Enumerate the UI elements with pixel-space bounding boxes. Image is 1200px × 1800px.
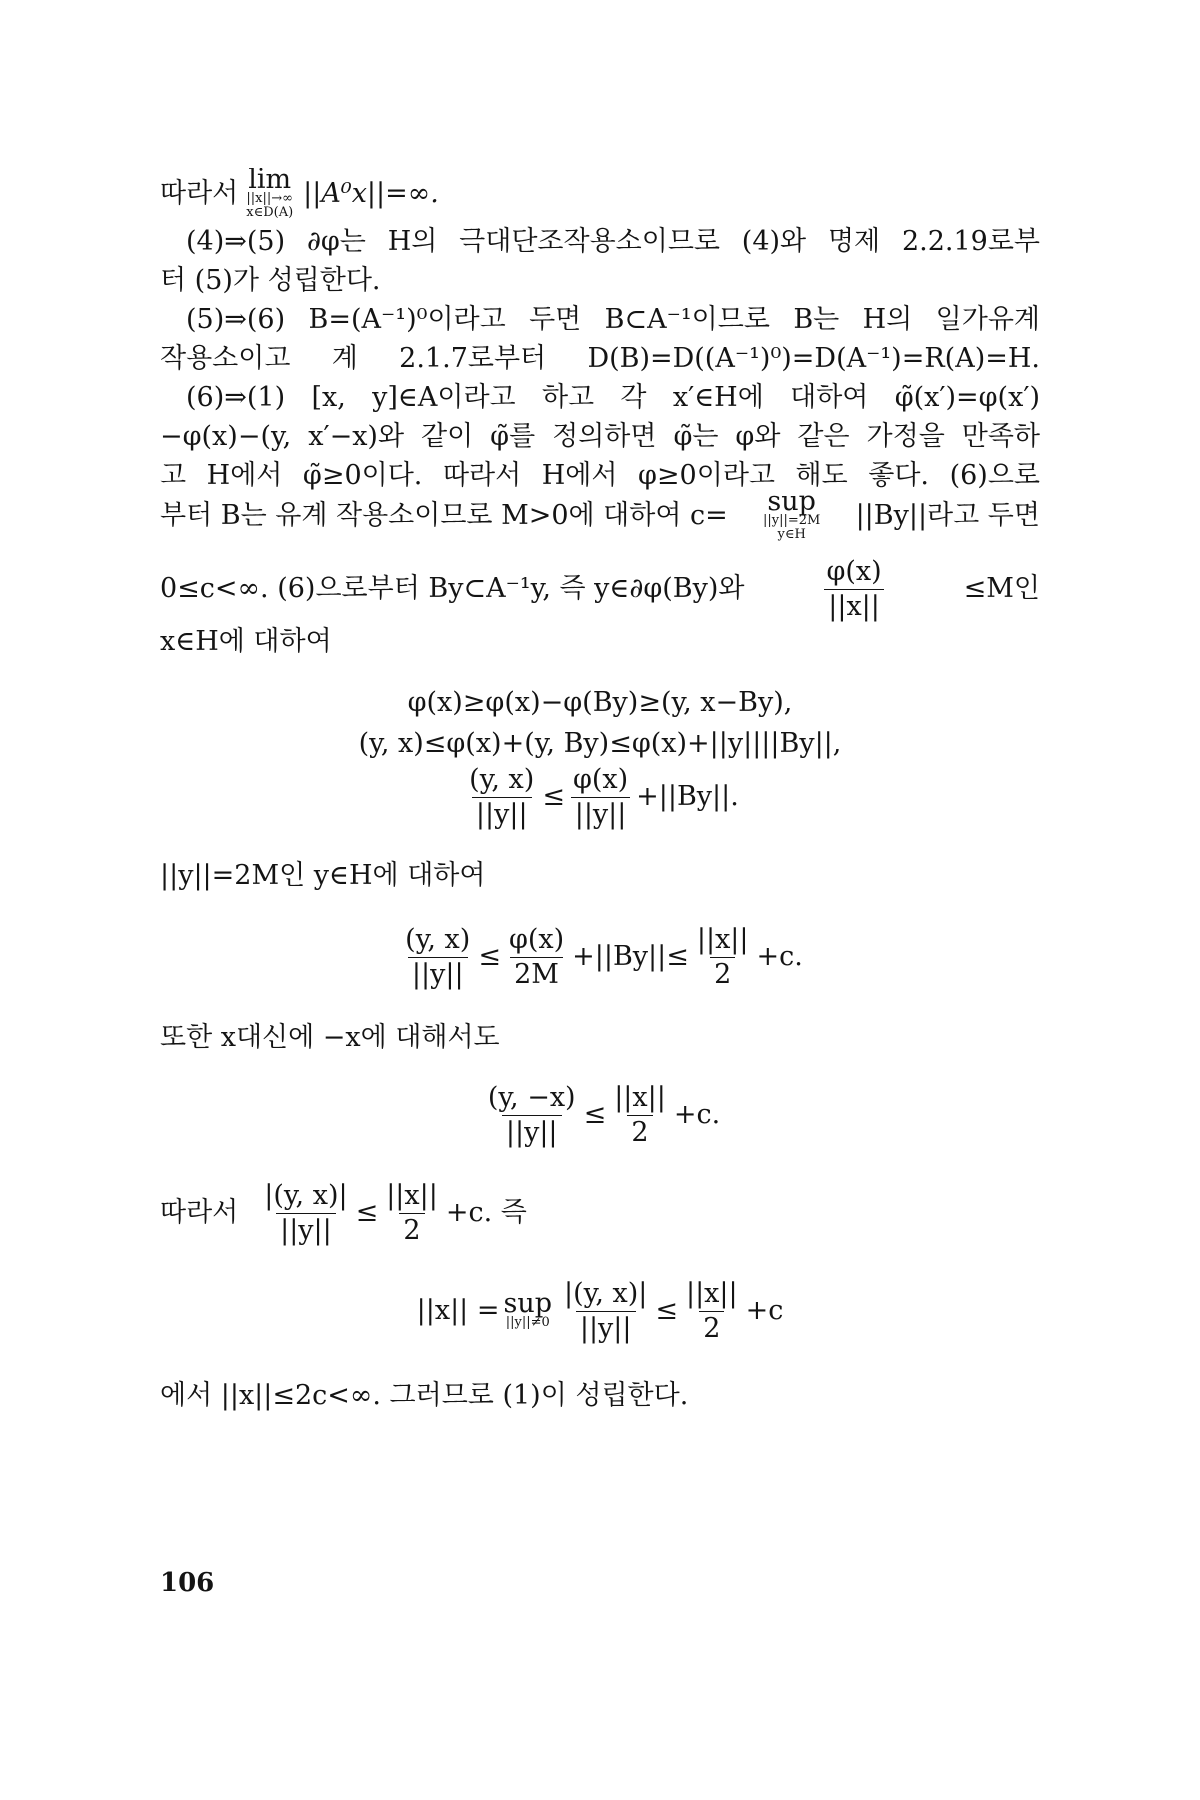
- page-number: 106: [160, 1568, 215, 1598]
- text-line-4: (5)⇒(6) B=(A⁻¹)⁰이라고 두면 B⊂A⁻¹이므로 B는 H의 일가유계: [186, 304, 1040, 335]
- eq1-frac2-numerator: φ(x): [572, 763, 629, 795]
- eq4-fraction-1: [560, 1279, 651, 1344]
- text-line-10b: ≤M인: [963, 573, 1040, 604]
- eq1-fraction-1: [465, 765, 538, 830]
- eq3-relation: ≤: [583, 1099, 607, 1130]
- text-line-3: 터 (5)가 성립한다.: [160, 265, 381, 296]
- paragraph-5: 에서 ||x||≤2c<∞. 그러므로 (1)이 성립한다.: [160, 1380, 689, 1411]
- eq4-frac1-denominator: ||y||: [576, 1311, 636, 1344]
- eq4-sup-subscript: ||y||≠0: [505, 1315, 550, 1330]
- lim-operator: [246, 168, 293, 220]
- text-line-2: (4)⇒(5) ∂φ는 H의 극대단조작용소이므로 (4)와 명제 2.2.19로부: [186, 226, 1040, 257]
- lim-subscript-1: ||x||→∞: [246, 191, 293, 206]
- eq3-fraction-2: [610, 1083, 670, 1148]
- eq4-frac1-numerator: |(y, x)|: [564, 1277, 648, 1309]
- p4-prefix: 따라서: [160, 1197, 239, 1228]
- eq3-frac2-denominator: 2: [627, 1115, 652, 1148]
- eq1-tail: +||By||.: [636, 781, 739, 812]
- eq2-tail: +c.: [756, 941, 803, 972]
- eq2-middle: +||By||≤: [572, 941, 689, 972]
- sup-line: [160, 490, 1040, 542]
- text-line-8: 고 H에서 φ̃≥0이다. 따라서 H에서 φ≥0이라고 해도 좋다. (6)으로: [160, 460, 1040, 491]
- eq1-frac1-numerator: (y, x): [469, 763, 535, 795]
- eq2-fraction-2: [505, 925, 568, 990]
- sup-subscript-1: ||y||=2M: [763, 513, 821, 528]
- eq1-frac2-denominator: ||y||: [571, 797, 631, 830]
- eq3-frac2-numerator: ||x||: [614, 1081, 666, 1113]
- limit-line: [160, 168, 1040, 220]
- paragraph-3: 또한 x대신에 −x에 대해서도: [160, 1022, 500, 1053]
- sup-word: sup: [767, 490, 816, 517]
- text-line-6: (6)⇒(1) [x, y]∈A이라고 하고 각 x′∈H에 대하여 φ̃(x′)=φ(x′): [186, 382, 1040, 413]
- fraction-denominator: ||x||: [824, 589, 884, 622]
- eq4-fraction-2: [682, 1279, 742, 1344]
- eq4-lhs: ||x|| =: [416, 1295, 500, 1326]
- equation-3: [160, 1082, 1040, 1148]
- p4-frac1-numerator: |(y, x)|: [264, 1180, 348, 1211]
- fraction-phi-over-norm: [822, 557, 885, 622]
- text-line-5: 작용소이고 계 2.1.7로부터 D(B)=D((A⁻¹)⁰)=D(A⁻¹)=R(A)=H.: [160, 343, 1040, 374]
- equation-2: [160, 924, 1040, 990]
- eq3-fraction-1: [484, 1083, 580, 1148]
- equation-4: [160, 1276, 1040, 1346]
- eq2-frac3-numerator: ||x||: [696, 923, 749, 955]
- eq3-frac1-numerator: (y, −x): [487, 1081, 576, 1113]
- text-line-7: −φ(x)−(y, x′−x)와 같이 φ̃를 정의하면 φ̃는 φ와 같은 가정을 만족하: [160, 421, 1040, 452]
- lim-word: lim: [248, 168, 292, 195]
- eq1-relation: ≤: [542, 781, 565, 812]
- eq4-sup-word: sup: [503, 1288, 553, 1319]
- eq2-fraction-1: [401, 925, 474, 990]
- eq2-relation: ≤: [478, 941, 501, 972]
- text-line-10a: 0≤c<∞. (6)으로부터 By⊂A⁻¹y, 즉 y∈∂φ(By)와: [160, 573, 745, 604]
- eq2-frac1-denominator: ||y||: [408, 957, 468, 990]
- p4-fraction-2: [382, 1181, 442, 1246]
- eq4-frac2-numerator: ||x||: [685, 1277, 738, 1309]
- p4-relation: ≤: [355, 1197, 379, 1228]
- p4-tail: +c. 즉: [445, 1197, 527, 1228]
- sup-operator: [763, 490, 820, 542]
- eq2-fraction-3: [693, 925, 753, 990]
- p4-fraction-1: [260, 1181, 351, 1246]
- eq3-tail: +c.: [673, 1099, 721, 1130]
- lim-expression: ||A⁰x||=∞.: [303, 178, 439, 209]
- eq4-relation: ≤: [655, 1295, 678, 1326]
- eq2-frac3-denominator: 2: [710, 957, 735, 990]
- sup-subscript-2: y∈H: [777, 527, 806, 542]
- eq2-frac1-numerator: (y, x): [405, 923, 471, 955]
- text-prefix: 따라서: [160, 178, 239, 209]
- text-line-11: x∈H에 대하여: [160, 626, 332, 657]
- eq1-fraction-2: [569, 765, 632, 830]
- eq2-frac2-denominator: 2M: [510, 957, 563, 990]
- fraction-numerator: φ(x): [826, 556, 882, 587]
- p4-frac1-denominator: ||y||: [276, 1213, 336, 1246]
- equation-1-line-3: [160, 764, 1040, 830]
- p4-frac2-denominator: 2: [399, 1213, 424, 1246]
- eq3-frac1-denominator: ||y||: [502, 1115, 562, 1148]
- paragraph-2: ||y||=2M인 y∈H에 대하여: [160, 860, 486, 891]
- text-line-9b: ||By||라고 두면: [855, 500, 1040, 531]
- lim-subscript-2: x∈D(A): [246, 205, 294, 220]
- eq4-frac2-denominator: 2: [699, 1311, 724, 1344]
- eq4-tail: +c: [745, 1295, 784, 1326]
- p4-frac2-numerator: ||x||: [386, 1180, 438, 1211]
- eq1-frac1-denominator: ||y||: [472, 797, 532, 830]
- paragraph-4: [160, 1180, 1040, 1246]
- fraction-line: [160, 556, 1040, 622]
- text-line-9a: 부터 B는 유계 작용소이므로 M>0에 대하여 c=: [160, 500, 728, 531]
- eq4-sup-operator: [503, 1288, 553, 1330]
- equation-1-line-1: φ(x)≥φ(x)−φ(By)≥(y, x−By),: [407, 687, 793, 718]
- eq2-frac2-numerator: φ(x): [508, 923, 565, 955]
- equation-1-line-2: (y, x)≤φ(x)+(y, By)≤φ(x)+||y||||By||,: [358, 728, 842, 759]
